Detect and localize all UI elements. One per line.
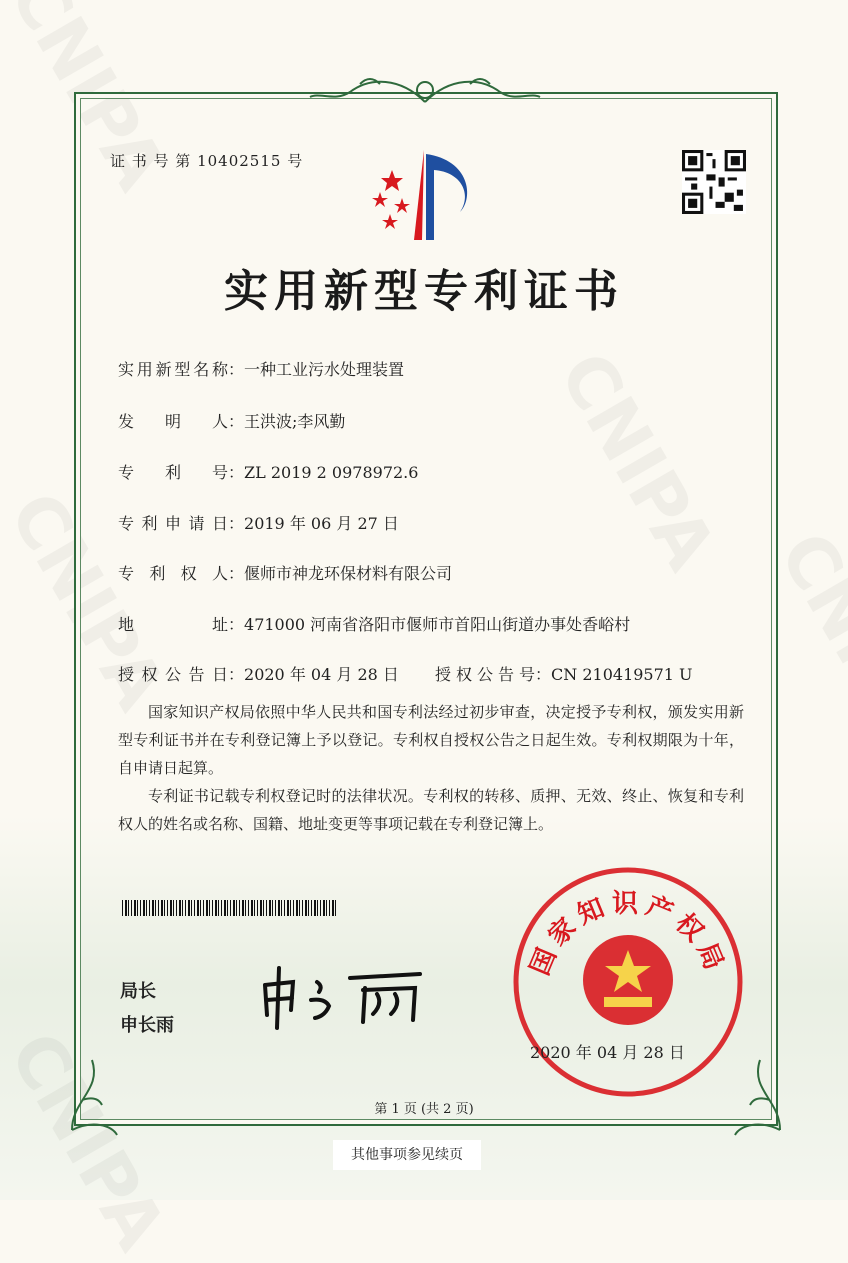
- certificate-statement: [118, 698, 744, 838]
- continuation-note: 其他事项参见续页: [333, 1140, 481, 1170]
- director-title: 局长: [120, 981, 156, 1002]
- field-publication-number: 授权公告号：CN 210419571 U: [435, 665, 693, 684]
- field-patent-number: 专利号：ZL 2019 2 0978972.6: [118, 463, 419, 482]
- top-ornament: [300, 72, 550, 112]
- barcode: [122, 900, 338, 916]
- field-application-date: 专利申请日：2019 年 06 月 27 日: [118, 514, 399, 533]
- field-address: 地址：471000 河南省洛阳市偃师市首阳山街道办事处香峪村: [118, 615, 631, 634]
- statement-paragraph: 国家知识产权局依照中华人民共和国专利法经过初步审查，决定授予专利权，颁发实用新型专利证书并在专利登记簿上予以登记。专利权自授权公告之日起生效。专利权期限为十年，自申请日起算。: [118, 703, 744, 777]
- cnipa-logo: [362, 150, 490, 245]
- statement-paragraph: 专利证书记载专利权登记时的法律状况。专利权的转移、质押、无效、终止、恢复和专利权人的姓名或名称、国籍、地址变更等事项记载在专利登记簿上。: [118, 787, 744, 833]
- corner-ornament-left: [62, 1040, 122, 1140]
- qr-code: [682, 150, 746, 214]
- seal-date: 2020 年 04 月 28 日: [530, 1043, 685, 1062]
- field-grant-date: 授权公告日：2020 年 04 月 28 日: [118, 665, 399, 684]
- field-patentee: 专利权人：偃师市神龙环保材料有限公司: [118, 564, 453, 583]
- director-block: [120, 975, 174, 1043]
- director-signature: [255, 960, 435, 1030]
- field-inventor: 发明人：王洪波;李风勤: [118, 412, 346, 431]
- official-seal: [508, 862, 748, 1102]
- page-number: 第 1 页 (共 2 页): [374, 1102, 474, 1117]
- certificate-title: 实用新型专利证书: [224, 266, 624, 317]
- svg-text:国家知识产权局: 国家知识产权局: [525, 888, 731, 980]
- certificate-number: 证 书 号 第 10402515 号: [110, 152, 304, 170]
- field-utility-model-name: 实用新型名称：一种工业污水处理装置: [118, 360, 405, 379]
- director-name: 申长雨: [120, 1015, 174, 1036]
